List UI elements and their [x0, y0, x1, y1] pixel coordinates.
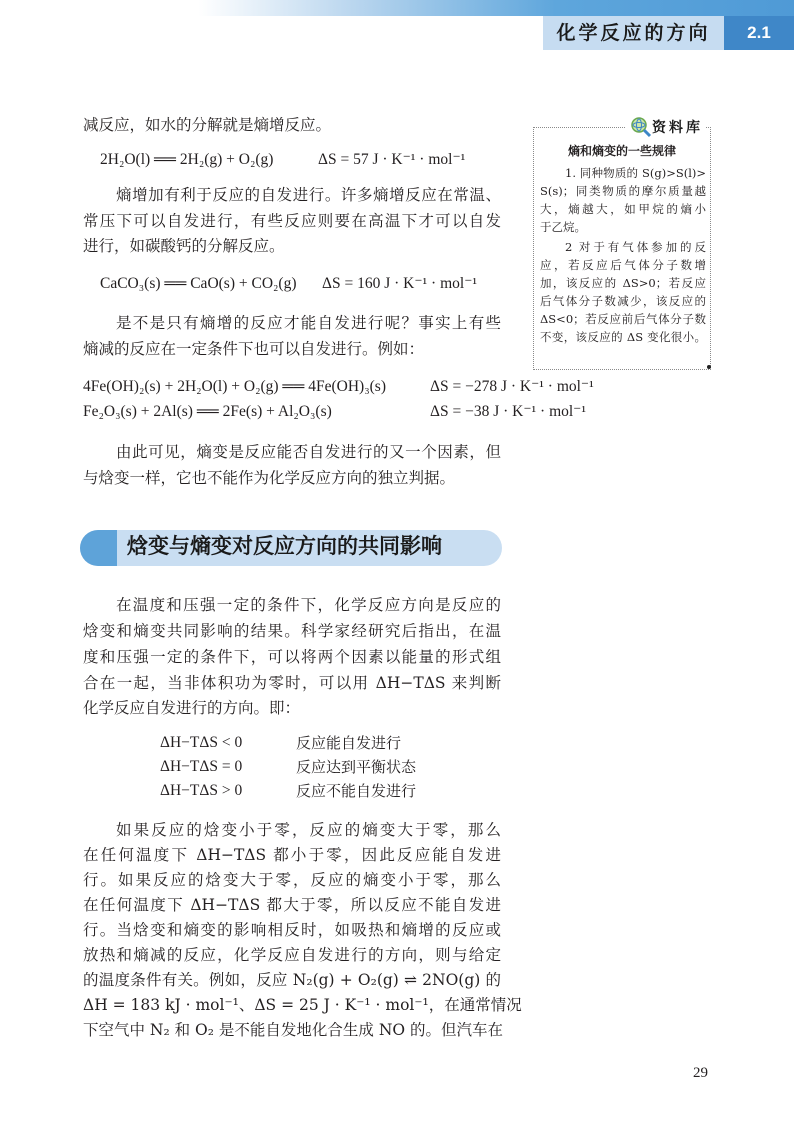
sidebar-line: 后气体分子数减少，该反应的 — [540, 294, 706, 308]
criterion-meaning: 反应能自发进行 — [296, 734, 402, 752]
equation-entropy: ΔS = 57 J · K⁻¹ · mol⁻¹ — [318, 151, 466, 168]
equation-reaction: 2H₂O(l) ══ 2H₂(g) + O₂(g) — [100, 151, 274, 168]
text-line: 行。如果反应的焓变大于零，反应的熵变小于零，那么 — [83, 871, 501, 889]
page-number: 29 — [693, 1065, 708, 1081]
text-line: 如果反应的焓变小于零，反应的熵变大于零，那么 — [116, 821, 501, 839]
heading-accent-block — [80, 530, 117, 566]
equation-reaction: 4Fe(OH)₂(s) + 2H₂O(l) + O₂(g) ══ 4Fe(OH)₃(s) — [83, 378, 386, 395]
text-line: 在任何温度下 ΔH−TΔS 都小于零，因此反应能自发进 — [83, 846, 501, 864]
sidebar-line: 大，熵越大，如甲烷的熵小 — [540, 202, 706, 216]
text-line: 与焓变一样，它也不能作为化学反应方向的独立判据。 — [83, 469, 456, 487]
text-line: 由此可见，熵变是反应能否自发进行的又一个因素，但 — [116, 443, 501, 461]
sidebar-line: 2 对于有气体参加的反 — [565, 240, 706, 254]
sidebar-label — [625, 116, 706, 138]
sidebar-line: 加，该反应的 ΔS>0；若反应 — [540, 276, 706, 290]
criterion-expression: ΔH−TΔS < 0 — [160, 734, 243, 751]
sidebar-line: 应，若反应后气体分子数增 — [540, 258, 706, 272]
text-line: 合在一起，当非体积功为零时，可以用 ΔH−TΔS 来判断 — [83, 674, 501, 692]
text-line: 在任何温度下 ΔH−TΔS 都大于零，所以反应不能自发进 — [83, 896, 501, 914]
text-line: ΔH = 183 kJ · mol⁻¹、ΔS = 25 J · K⁻¹ · mol⁻¹，在通常情况 — [83, 996, 522, 1014]
text-line: 的温度条件有关。例如，反应 N₂(g) + O₂(g) ⇌ 2NO(g) 的 — [83, 971, 501, 989]
text-line: 熵减的反应在一定条件下也可以自发进行。例如： — [83, 340, 425, 358]
sidebar-line: 1. 同种物质的 S(g)>S(l)> — [565, 166, 706, 180]
section-heading — [80, 530, 502, 566]
text-line: 减反应，如水的分解就是熵增反应。 — [83, 116, 332, 134]
equation-reaction: CaCO₃(s) ══ CaO(s) + CO₂(g) — [100, 275, 297, 292]
section-number: 2.1 — [724, 16, 794, 50]
text-line: 焓变和熵变共同影响的结果。科学家经研究后指出，在温 — [83, 622, 501, 640]
text-line: 进行，如碳酸钙的分解反应。 — [83, 237, 285, 255]
sidebar-line: 不变，该反应的 ΔS 变化很小。 — [540, 330, 706, 344]
text-line: 下空气中 N₂ 和 O₂ 是不能自发地化合生成 NO 的。但汽车在 — [83, 1021, 504, 1039]
text-line: 行。当焓变和熵变的影响相反时，如吸热和熵增的反应或 — [83, 921, 501, 939]
text-line: 在温度和压强一定的条件下，化学反应方向是反应的 — [116, 596, 501, 614]
magnifier-atom-icon — [628, 116, 652, 138]
criterion-expression: ΔH−TΔS > 0 — [160, 782, 243, 799]
text-line: 熵增加有利于反应的自发进行。许多熵增反应在常温、 — [116, 186, 501, 204]
chapter-title: 化学反应的方向 — [543, 16, 724, 50]
text-line: 放热和熵减的反应，化学反应自发进行的方向，则与给定 — [83, 946, 501, 964]
header-strip — [0, 0, 794, 16]
equation-reaction: Fe₂O₃(s) + 2Al(s) ══ 2Fe(s) + Al₂O₃(s) — [83, 403, 332, 420]
equation-entropy: ΔS = −38 J · K⁻¹ · mol⁻¹ — [430, 403, 587, 420]
equation-entropy: ΔS = 160 J · K⁻¹ · mol⁻¹ — [322, 275, 478, 292]
text-line: 常压下可以自发进行，有些反应则要在高温下才可以自发 — [83, 212, 501, 230]
sidebar-line: ΔS<0；若反应前后气体分子数 — [540, 312, 706, 326]
criterion-meaning: 反应达到平衡状态 — [296, 758, 417, 776]
criterion-expression: ΔH−TΔS = 0 — [160, 758, 243, 775]
sidebar-label-text: 资料库 — [652, 120, 703, 136]
text-line: 度和压强一定的条件下，可以将两个因素以能量的形式组 — [83, 648, 501, 666]
criterion-meaning: 反应不能自发进行 — [296, 782, 417, 800]
sidebar-line: 于乙烷。 — [540, 220, 586, 234]
equation-entropy: ΔS = −278 J · K⁻¹ · mol⁻¹ — [430, 378, 594, 395]
section-heading-text: 焓变与熵变对反应方向的共同影响 — [127, 534, 442, 558]
text-line: 是不是只有熵增的反应才能自发进行呢？事实上有些 — [116, 314, 501, 332]
sidebar-corner-dot — [707, 365, 711, 369]
text-line: 化学反应自发进行的方向。即： — [83, 699, 301, 717]
sidebar-title: 熵和熵变的一些规律 — [567, 144, 676, 158]
sidebar-line: S(s)；同类物质的摩尔质量越 — [540, 184, 706, 198]
